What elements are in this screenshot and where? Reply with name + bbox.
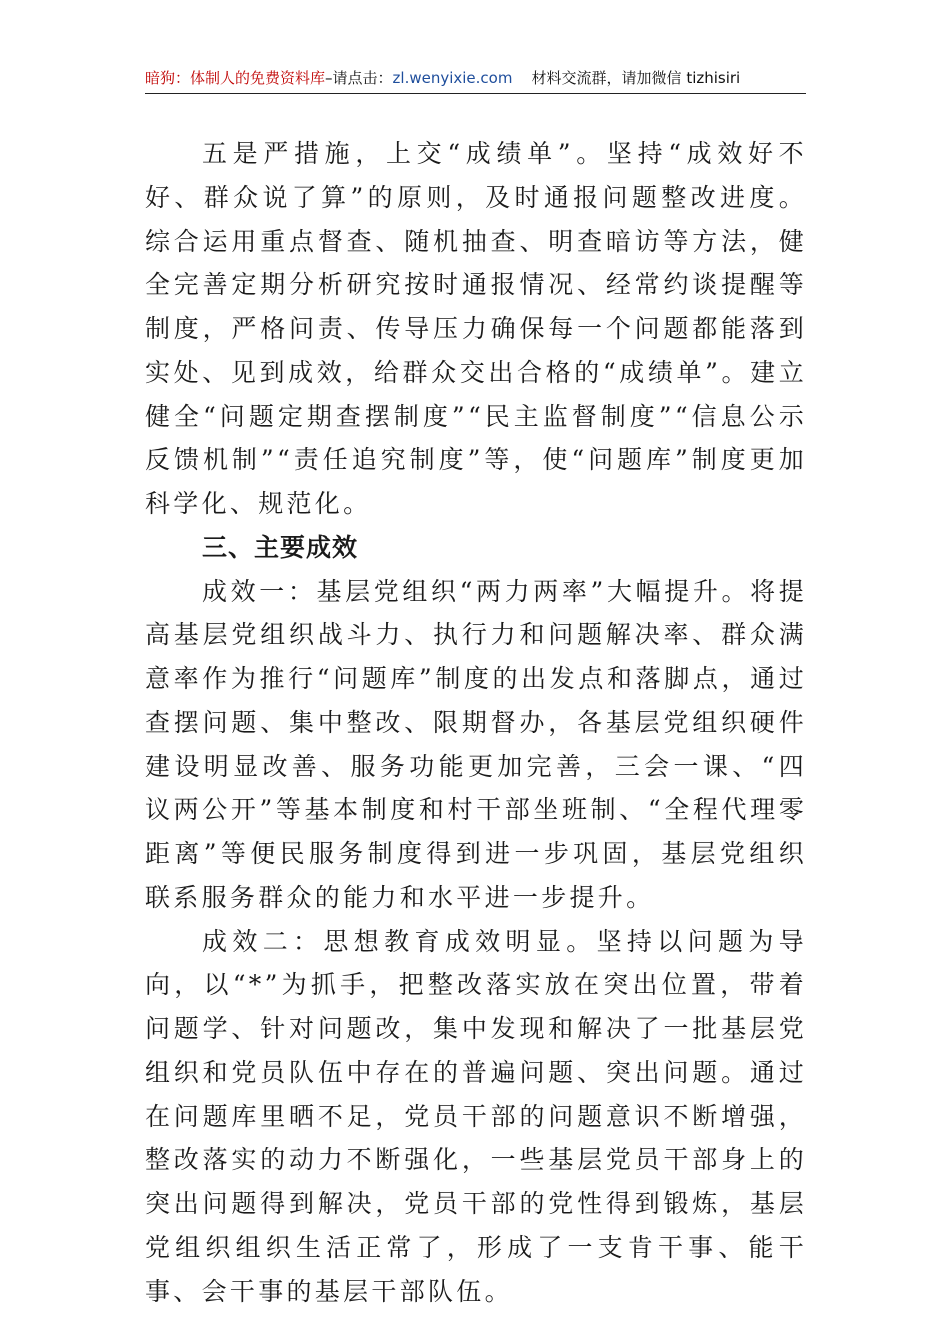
header-link-prompt: –请点击： (325, 69, 393, 87)
header-site-name: 暗狗：体制人的免费资料库 (145, 69, 326, 87)
header-divider (145, 93, 806, 94)
paragraph-effect-two: 成效二：思想教育成效明显。坚持以问题为导向，以“*”为抓手，把整改落实放在突出位置，带着问题学、针对问题改，集中发现和解决了一批基层党组织和党员队伍中存在的普遍问题、突出问题。通过在问题库里晒不足，党员干部的问题意识不断增强，整改落实的动力不断强化，一些基层党员干部身上的突出问题得到解决，党员干部的党性得到锻炼，基层党组织组织生活正常了，形成了一支肯干事、能干事、会干事的基层干部队伍。 (145, 926, 807, 1306)
page-header (145, 66, 805, 90)
paragraph-measure-five: 五是严措施，上交“成绩单”。坚持“成效好不好、群众说了算”的原则，及时通报问题整改进度。综合运用重点督查、随机抽查、明查暗访等方法，健全完善定期分析研究按时通报情况、经常约谈提醒等制度，严格问责、传导压力确保每一个问题都能落到实处、见到成效，给群众交出合格的“成绩单”。建立健全“问题定期查摆制度”“民主监督制度”“信息公示反馈机制”“责任追究制度”等，使“问题库”制度更加科学化、规范化。 (145, 139, 807, 518)
header-link[interactable]: zl.wenyixie.com (392, 69, 513, 87)
section-heading: 三、主要成效 (202, 532, 359, 562)
document-body (145, 132, 807, 1313)
paragraph-effect-one: 成效一：基层党组织“两力两率”大幅提升。将提高基层党组织战斗力、执行力和问题解决率、群众满意率作为推行“问题库”制度的出发点和落脚点，通过查摆问题、集中整改、限期督办，各基层党组织硬件建设明显改善、服务功能更加完善，三会一课、“四议两公开”等基本制度和村干部坐班制、“全程代理零距离”等便民服务制度得到进一步巩固，基层党组织联系服务群众的能力和水平进一步提升。 (145, 576, 807, 912)
header-contact-text: 材料交流群，请加微信 tizhisiri (531, 69, 741, 87)
